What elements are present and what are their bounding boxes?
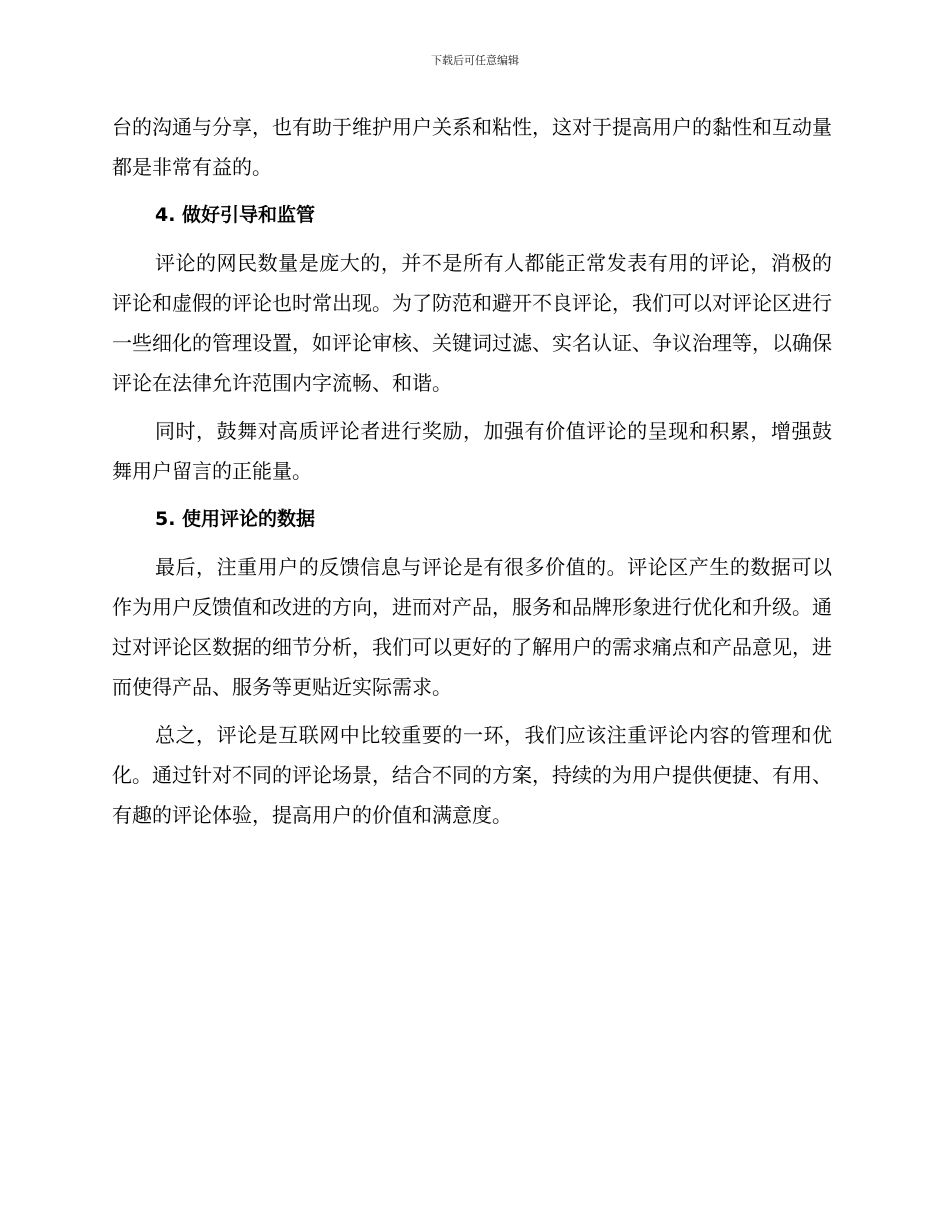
paragraph-continuation: 台的沟通与分享，也有助于维护用户关系和粘性，这对于提高用户的黏性和互动量都是非常有益的。: [112, 115, 832, 179]
document-body: [112, 107, 832, 843]
paragraph-reward-quality-comments: 同时，鼓舞对高质评论者进行奖励，加强有价值评论的呈现和积累，增强鼓舞用户留言的正能量。: [112, 419, 832, 483]
section-heading-guidance-supervision: 4. 做好引导和监管: [155, 204, 316, 226]
paragraph-conclusion: 总之，评论是互联网中比较重要的一环，我们应该注重评论内容的管理和优化。通过针对不同的评论场景，结合不同的方案，持续的为用户提供便捷、有用、有趣的评论体验，提高用户的价值和满意度。: [112, 723, 832, 827]
section-heading-comment-data: 5. 使用评论的数据: [155, 508, 316, 530]
paragraph-comment-data-value: 最后，注重用户的反馈信息与评论是有很多价值的。评论区产生的数据可以作为用户反馈值和改进的方向，进而对产品，服务和品牌形象进行优化和升级。通过对评论区数据的细节分析，我们可以更好的了解用户的需求痛点和产品意见，进而使得产品、服务等更贴近实际需求。: [112, 555, 832, 699]
paragraph-comment-management: 评论的网民数量是庞大的，并不是所有人都能正常发表有用的评论，消极的评论和虚假的评论也时常出现。为了防范和避开不良评论，我们可以对评论区进行一些细化的管理设置，如评论审核、关键词过滤、实名认证、争议治理等，以确保评论在法律允许范围内字流畅、和谐。: [112, 251, 832, 395]
page-header: 下载后可任意编辑: [431, 54, 519, 67]
